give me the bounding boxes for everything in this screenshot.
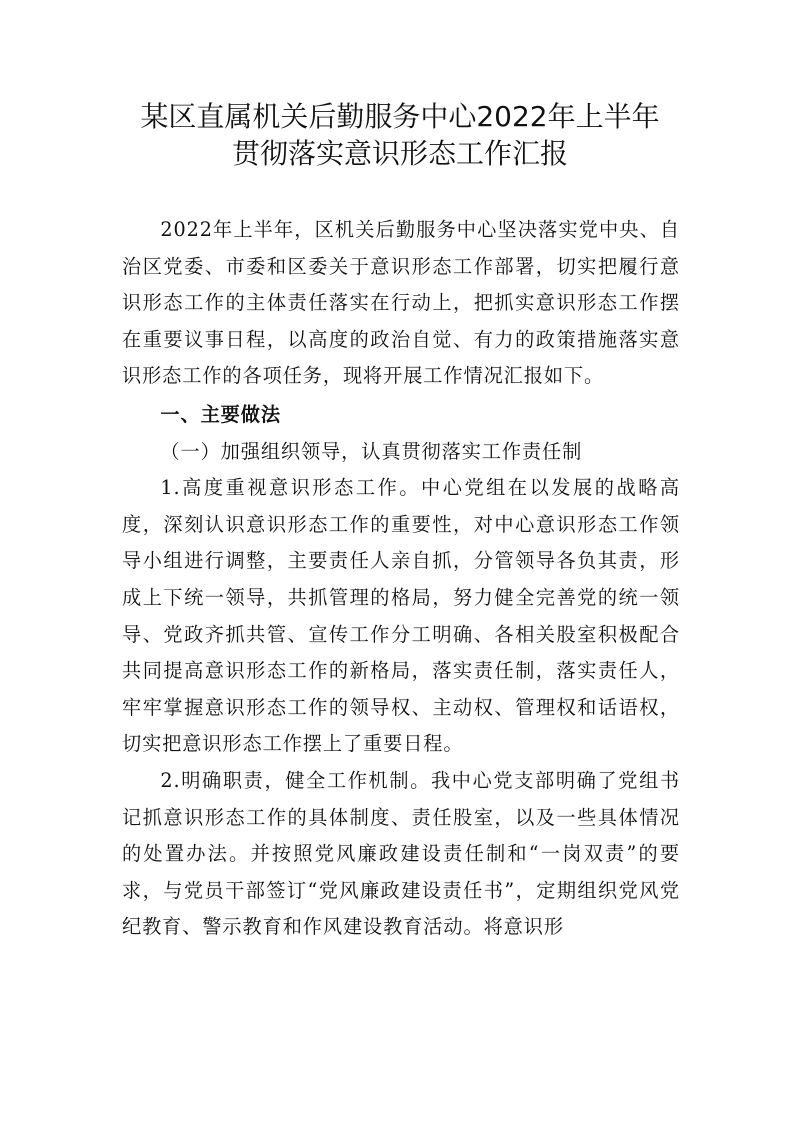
document-title-line2: 贯彻落实意识形态工作汇报: [231, 137, 568, 170]
document-title-line1: 某区直属机关后勤服务中心2022年上半年: [140, 100, 660, 133]
section-heading-main-practices: 一、主要做法: [160, 402, 281, 426]
intro-paragraph: 2022年上半年，区机关后勤服务中心坚决落实党中央、自治区党委、市委和区委关于意识形态工作部署，切实把履行意识形态工作的主体责任落实在行动上，把抓实意识形态工作摆在重要议事日程，以高度的政治自觉、有力的政策措施落实意识形态工作的各项任务，现将开展工作情况汇报如下。: [122, 218, 680, 388]
paragraph-item-1: 1.高度重视意识形态工作。中心党组在以发展的战略高度，深刻认识意识形态工作的重要性，对中心意识形态工作领导小组进行调整，主要责任人亲自抓，分管领导各负其责，形成上下统一领导，共抓管理的格局，努力健全完善党的统一领导、党政齐抓共管、宣传工作分工明确、各相关股室积极配合共同提高意识形态工作的新格局，落实责任制，落实责任人，牢牢掌握意识形态工作的领导权、主动权、管理权和话语权，切实把意识形态工作摆上了重要日程。: [122, 476, 680, 756]
subsection-heading-organization-leadership: （一）加强组织领导，认真贯彻落实工作责任制: [160, 439, 583, 463]
paragraph-item-2: 2.明确职责，健全工作机制。我中心党支部明确了党组书记抓意识形态工作的具体制度、责任股室，以及一些具体情况的处置办法。并按照党风廉政建设责任制和“一岗双责”的要求，与党员干部签订“党风廉政建设责任书”，定期组织党风党纪教育、警示教育和作风建设教育活动。将意识形: [122, 768, 680, 939]
document-body: [122, 212, 680, 946]
